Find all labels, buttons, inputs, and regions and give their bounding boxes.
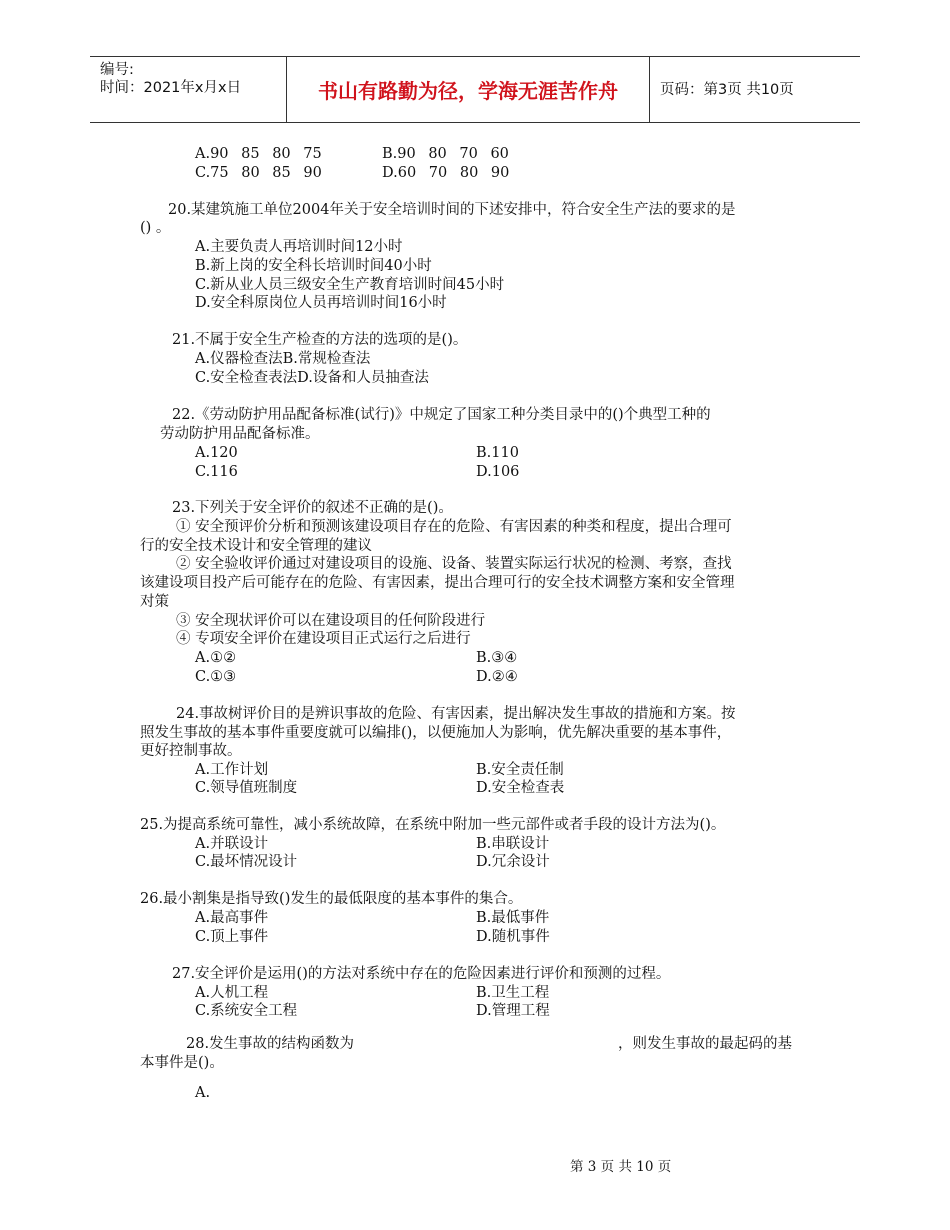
q23-statement2-line3: 对策 [140, 594, 169, 610]
q21-stem: 21.不属于安全生产检查的方法的选项的是()。 [172, 332, 468, 348]
q24-stem-line2: 照发生事故的基本事件重要度就可以编排()，以便施加人为影响，优先解决重要的基本事件， [140, 725, 732, 741]
header-divider-right [649, 57, 650, 123]
time-label: 时间：2021年x月x日 [100, 80, 242, 96]
q20-option-c: C.新从业人员三级安全生产教育培训时间45小时 [195, 277, 505, 293]
q22-option-b: B.110 [476, 445, 519, 461]
q22-stem-line1: 22.《劳动防护用品配备标准(试行)》中规定了国家工种分类目录中的()个典型工种的 [172, 407, 711, 423]
q23-statement2-line2: 该建设项目投产后可能存在的危险、有害因素，提出合理可行的安全技术调整方案和安全管理 [140, 575, 735, 591]
q21-options-cd: C.安全检查表法D.设备和人员抽查法 [195, 370, 429, 386]
q28-stem-line2: 本事件是()。 [140, 1055, 224, 1071]
q26-option-b: B.最低事件 [476, 910, 550, 926]
q25-option-b: B.串联设计 [476, 836, 550, 852]
q23-statement1-line2: 行的安全技术设计和安全管理的建议 [140, 538, 372, 554]
q25-option-a: A.并联设计 [195, 836, 269, 852]
page-code: 页码：第3页 共10页 [660, 82, 794, 98]
q20-option-a: A.主要负责人再培训时间12小时 [195, 239, 403, 255]
header-top-rule [90, 56, 860, 57]
q23-option-b: B.③④ [476, 650, 518, 666]
q23-statement4: ④ 专项安全评价在建设项目正式运行之后进行 [176, 631, 471, 647]
q28-stem-left: 28.发生事故的结构函数为 [186, 1036, 355, 1052]
q22-option-a: A.120 [195, 445, 238, 461]
serial-label: 编号: [100, 62, 134, 78]
q22-stem-line2: 劳动防护用品配备标准。 [160, 426, 320, 442]
q24-option-d: D.安全检查表 [476, 780, 565, 796]
q20-option-d: D.安全科原岗位人员再培训时间16小时 [195, 295, 447, 311]
q25-stem: 25.为提高系统可靠性，减小系统故障，在系统中附加一些元部件或者手段的设计方法为()。 [140, 817, 726, 833]
footer-page-number: 第 3 页 共 10 页 [570, 1159, 672, 1175]
q26-option-a: A.最高事件 [195, 910, 269, 926]
q26-option-c: C.顶上事件 [195, 929, 269, 945]
q27-stem: 27.安全评价是运用()的方法对系统中存在的危险因素进行评价和预测的过程。 [172, 966, 671, 982]
q22-option-d: D.106 [476, 464, 520, 480]
q24-stem-line3: 更好控制事故。 [140, 743, 242, 759]
q23-statement1-line1: ① 安全预评价分析和预测该建设项目存在的危险、有害因素的种类和程度，提出合理可 [176, 519, 732, 535]
q20-stem-line2: () 。 [140, 220, 171, 236]
q23-statement3: ③ 安全现状评价可以在建设项目的任何阶段进行 [176, 613, 486, 629]
q27-option-a: A.人机工程 [195, 985, 269, 1001]
q24-option-a: A.工作计划 [195, 762, 269, 778]
q28-stem-right: ，则发生事故的最起码的基 [618, 1036, 792, 1052]
q23-option-c: C.①③ [195, 669, 237, 685]
q23-option-d: D.②④ [476, 669, 518, 685]
header-motto: 书山有路勤为径，学海无涯苦作舟 [318, 79, 618, 103]
q24-option-b: B.安全责任制 [476, 762, 564, 778]
q25-option-c: C.最坏情况设计 [195, 854, 298, 870]
q20-stem-line1: 20.某建筑施工单位2004年关于安全培训时间的下述安排中，符合安全生产法的要求的是 [168, 202, 736, 218]
q23-statement2-line1: ② 安全验收评价通过对建设项目的设施、设备、装置实际运行状况的检测、考察，查找 [176, 556, 732, 572]
q25-option-d: D.冗余设计 [476, 854, 550, 870]
q22-option-c: C.116 [195, 464, 238, 480]
q26-option-d: D.随机事件 [476, 929, 550, 945]
q26-stem: 26.最小割集是指导致()发生的最低限度的基本事件的集合。 [140, 891, 523, 907]
q21-options-ab: A.仪器检查法B.常规检查法 [195, 351, 371, 367]
q19-option-d: D.60 70 80 90 [382, 165, 510, 181]
q24-stem-line1: 24.事故树评价目的是辨识事故的危险、有害因素，提出解决发生事故的措施和方案。按 [176, 706, 736, 722]
q23-stem: 23.下列关于安全评价的叙述不正确的是()。 [172, 500, 453, 516]
q24-option-c: C.领导值班制度 [195, 780, 298, 796]
q23-option-a: A.①② [195, 650, 237, 666]
q27-option-c: C.系统安全工程 [195, 1003, 298, 1019]
q19-option-c: C.75 80 85 90 [195, 165, 322, 181]
q27-option-b: B.卫生工程 [476, 985, 550, 1001]
header-bottom-rule [90, 122, 860, 123]
q28-option-a: A. [195, 1085, 211, 1101]
q27-option-d: D.管理工程 [476, 1003, 550, 1019]
q19-option-b: B.90 80 70 60 [382, 146, 509, 162]
q19-option-a: A.90 85 80 75 [195, 146, 322, 162]
header-divider-left [286, 57, 287, 123]
q20-option-b: B.新上岗的安全科长培训时间40小时 [195, 258, 432, 274]
